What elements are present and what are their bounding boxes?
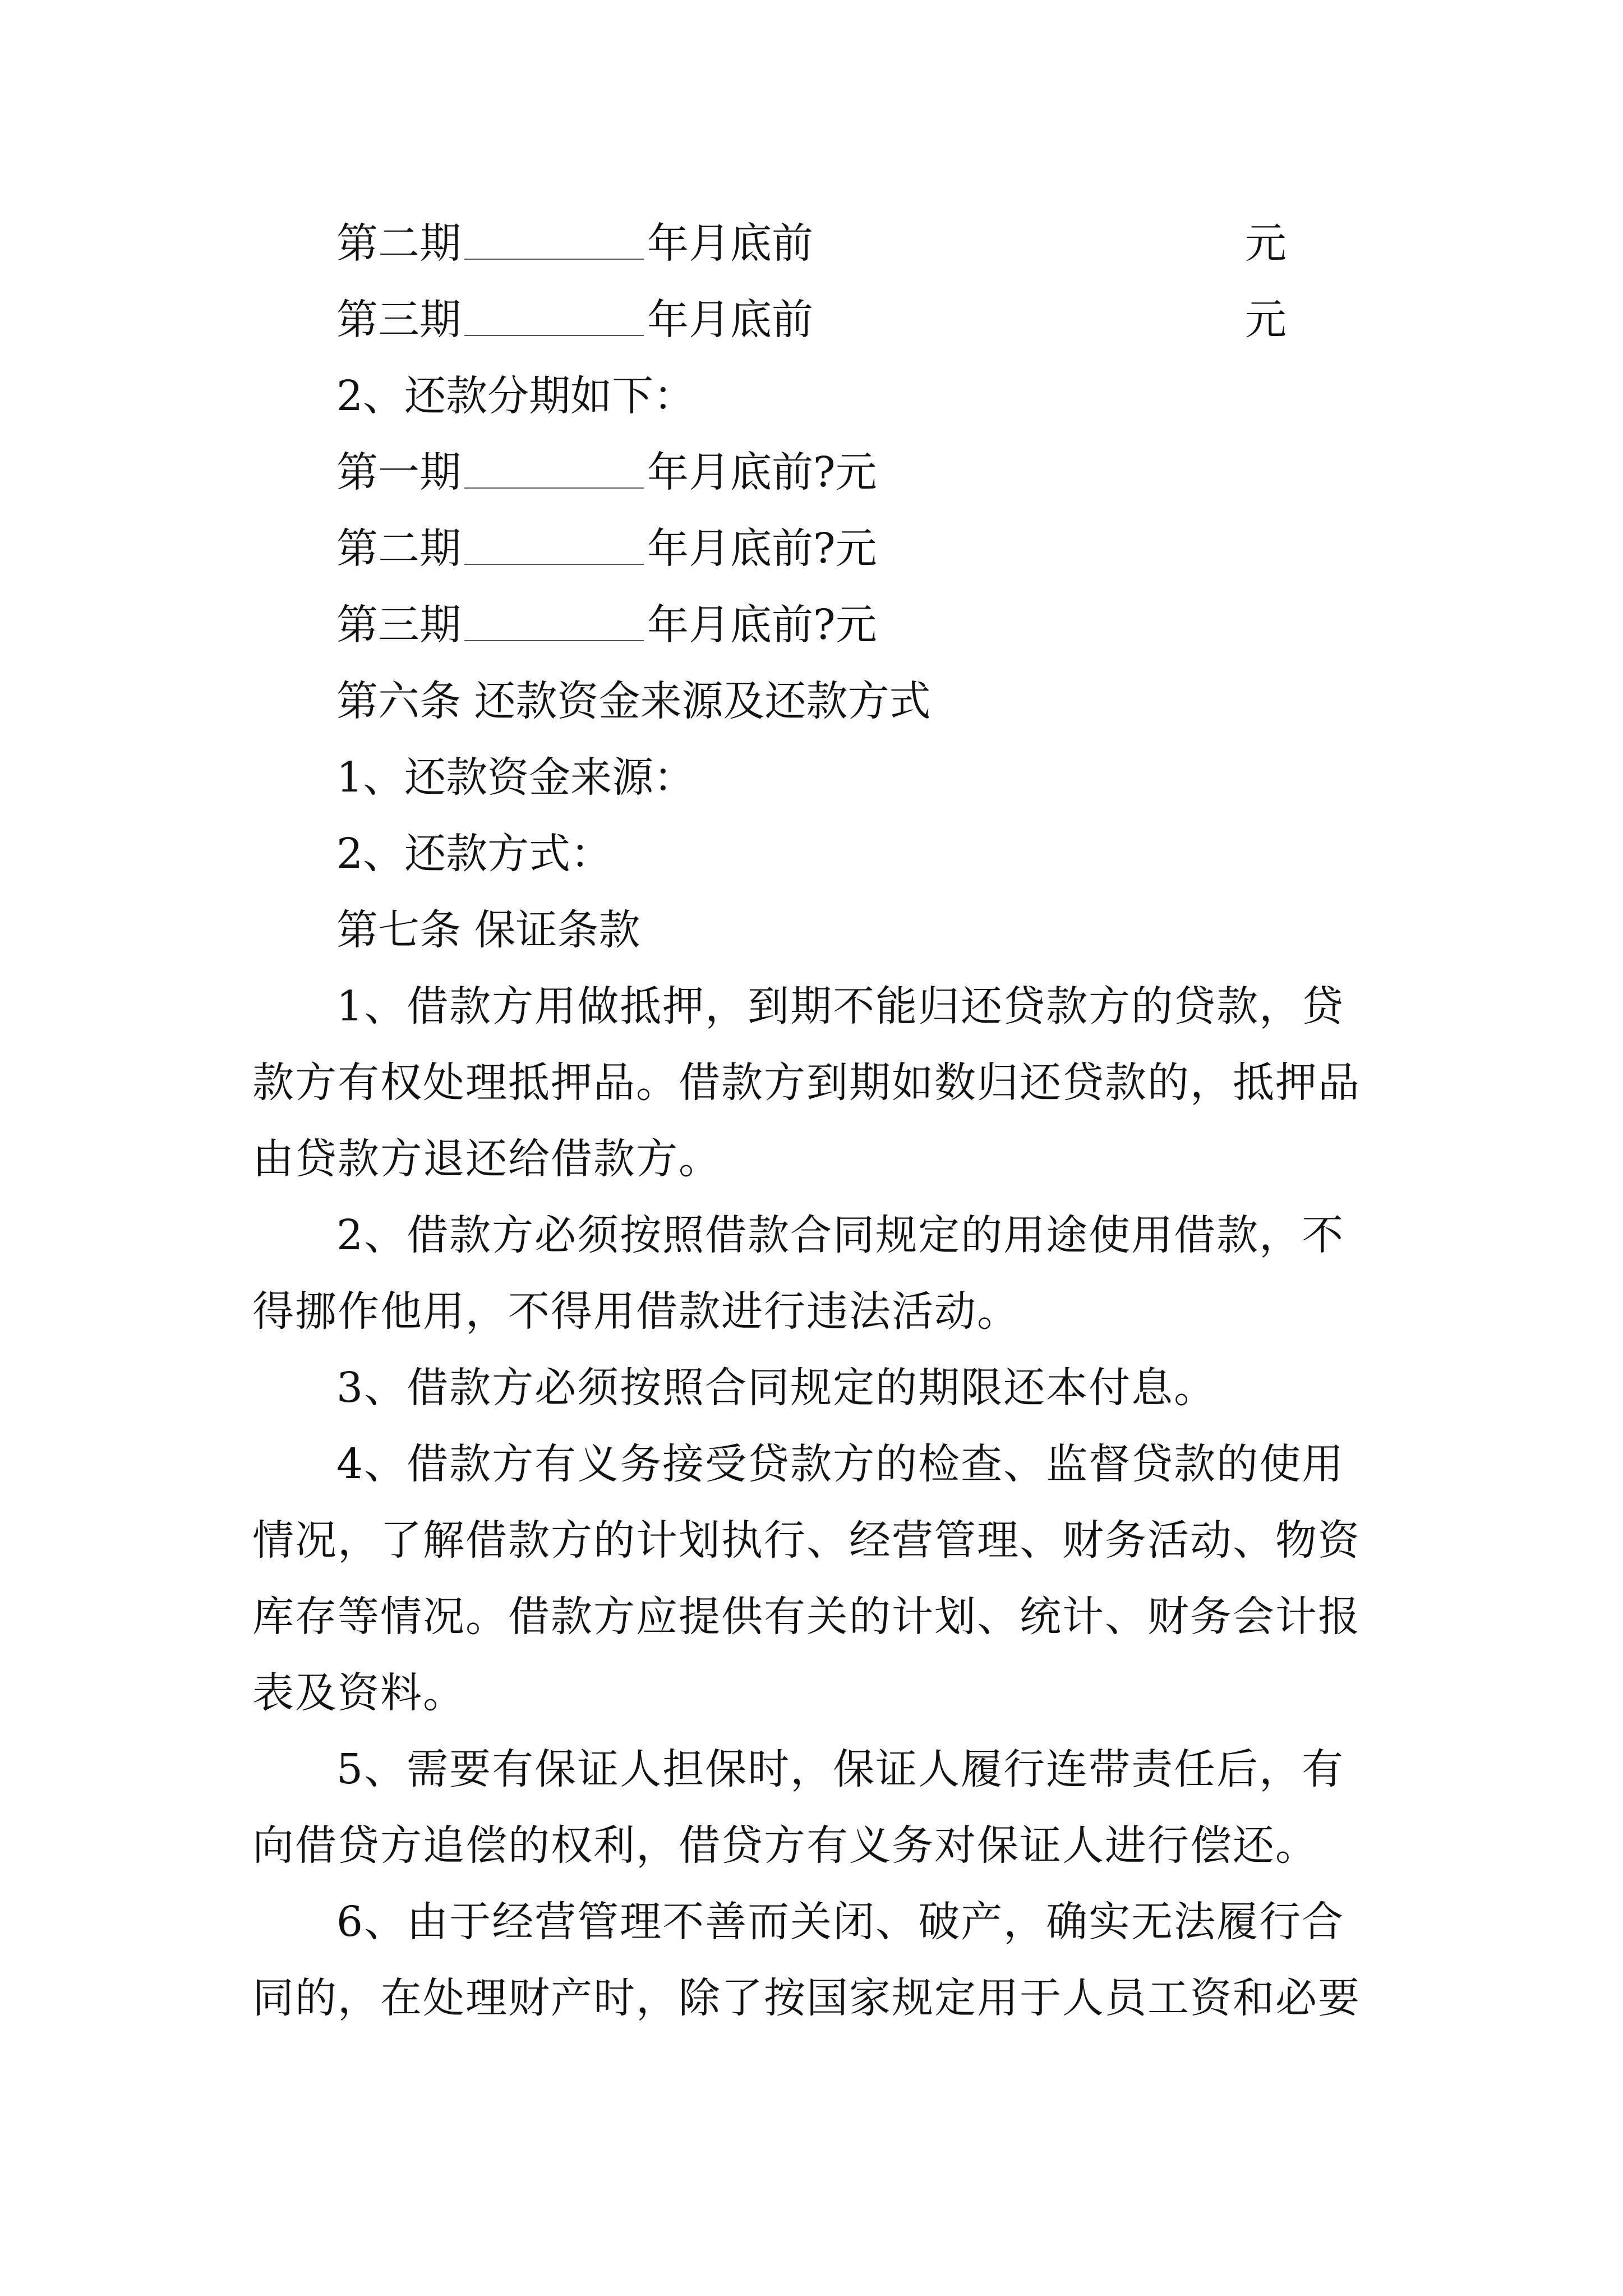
clause-line: 4、借款方有义务接受贷款方的检查、监督贷款的使用: [336, 1440, 1345, 1488]
article-item: 1、还款资金来源：: [336, 753, 695, 802]
installment-line: [336, 587, 1458, 663]
clause-line: 库存等情况。借款方应提供有关的计划、统计、财务会计报: [252, 1593, 1361, 1641]
clause-line: 2、借款方必须按照借款合同规定的用途使用借款，不: [336, 1211, 1345, 1259]
installment-label: 第一期: [336, 448, 461, 496]
article-item: 2、还款方式：: [336, 830, 612, 878]
installment-line: [336, 434, 1458, 510]
blank-field: [464, 225, 644, 260]
blank-field: [464, 530, 644, 565]
section-heading: 2、还款分期如下：: [336, 372, 695, 420]
installment-line: [336, 510, 1458, 587]
installment-label: 第二期: [336, 524, 461, 573]
clause-line: 同的，在处理财产时，除了按国家规定用于人员工资和必要: [252, 1974, 1361, 2022]
article-title: 第六条 还款资金来源及还款方式: [336, 677, 931, 725]
clause-line: 1、借款方用做抵押，到期不能归还贷款方的贷款，贷: [336, 982, 1345, 1030]
installment-label: 第三期: [336, 601, 461, 649]
installment-label: 第二期: [336, 219, 461, 268]
clause-line: 款方有权处理抵押品。借款方到期如数归还贷款的，抵押品: [252, 1059, 1361, 1107]
article-title: 第七条 保证条款: [336, 906, 640, 954]
clause-line: 由贷款方退还给借款方。: [252, 1135, 721, 1183]
clause-line: 情况，了解借款方的计划执行、经营管理、财务活动、物资: [252, 1516, 1361, 1565]
installment-suffix: 年月底前?元: [647, 601, 877, 649]
blank-field: [464, 606, 644, 641]
clause-line: 3、借款方必须按照合同规定的期限还本付息。: [336, 1364, 1217, 1412]
installment-suffix: 年月底前: [647, 296, 813, 344]
installment-suffix: 年月底前?元: [647, 448, 877, 496]
blank-field: [464, 301, 644, 336]
installment-amount: 元: [1245, 296, 1287, 344]
clause-line: 5、需要有保证人担保时，保证人履行连带责任后，有: [336, 1745, 1345, 1793]
blank-field: [464, 454, 644, 489]
clause-line: 得挪作他用，不得用借款进行违法活动。: [252, 1287, 1020, 1336]
clause-line: 向借贷方追偿的权利，借贷方有义务对保证人进行偿还。: [252, 1821, 1318, 1870]
installment-line: [336, 205, 1458, 282]
clause-line: 6、由于经营管理不善而关闭、破产，确实无法履行合: [336, 1898, 1345, 1946]
installment-line: [336, 282, 1458, 358]
clause-line: 表及资料。: [252, 1669, 465, 1717]
installment-suffix: 年月底前: [647, 219, 813, 268]
installment-suffix: 年月底前?元: [647, 524, 877, 573]
installment-label: 第三期: [336, 296, 461, 344]
installment-amount: 元: [1245, 219, 1287, 268]
